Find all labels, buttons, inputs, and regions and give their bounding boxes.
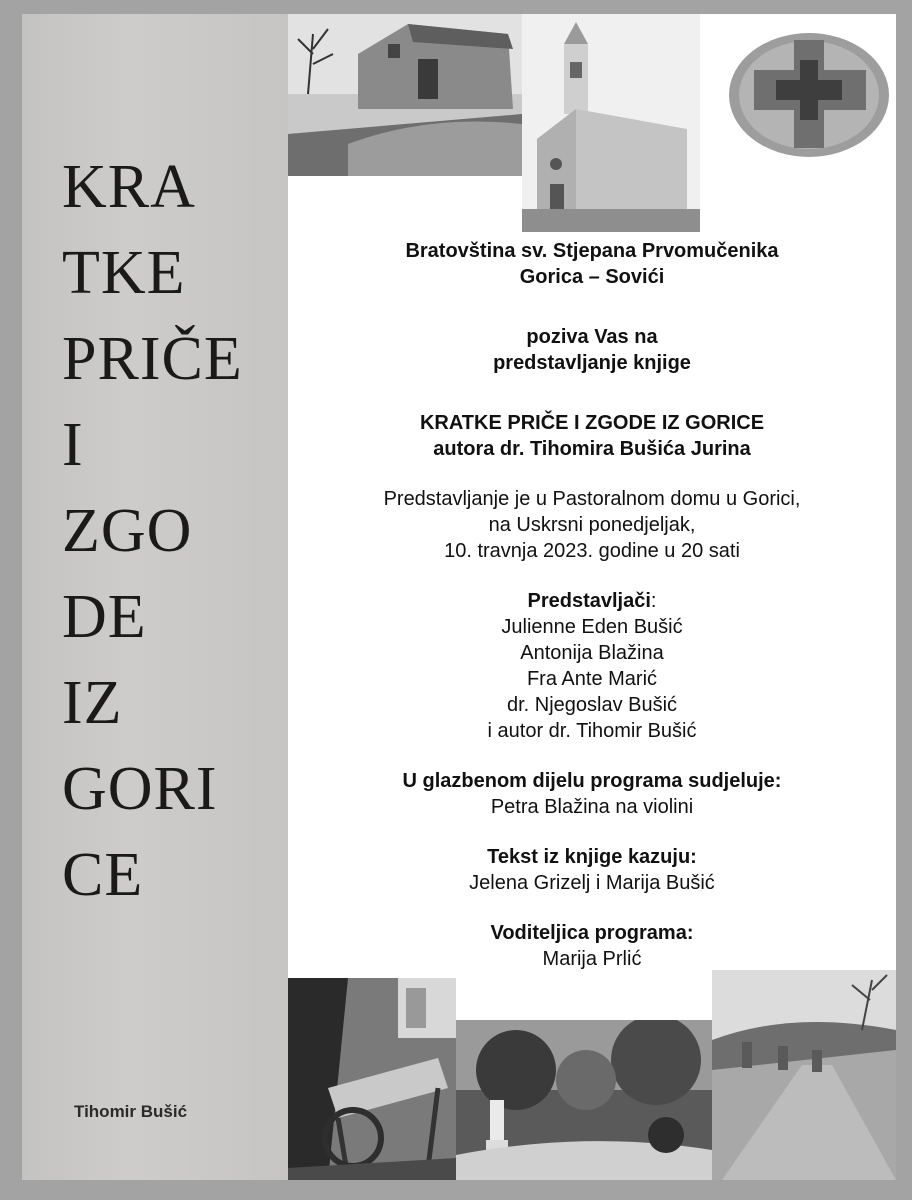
reading-names: Jelena Grizelj i Marija Bušić [469, 872, 715, 894]
host-name: Marija Prlić [542, 948, 642, 970]
reading-heading: Tekst iz knjige kazuju: [487, 846, 697, 868]
presenter-name: Antonija Blažina [520, 642, 664, 664]
presenter-name: dr. Njegoslav Bušić [506, 694, 678, 716]
cover-title-line: CE [62, 841, 144, 909]
music-heading: U glazbenom dijelu programa sudjeluje: [402, 770, 782, 792]
presenter-name: Julienne Eden Bušić [501, 616, 683, 638]
cover-title-line: I [62, 411, 84, 479]
cover-title [62, 144, 243, 918]
place-line: 10. travnja 2023. godine u 20 sati [444, 540, 740, 562]
cover-title-line: ZGO [62, 497, 193, 565]
presenters-heading-text: Predstavljači [527, 590, 651, 612]
book-cover [22, 14, 288, 1180]
place-line: Predstavljanje je u Pastoralnom domu u Gorici, [383, 488, 801, 510]
photo-church [522, 14, 700, 232]
cover-title-line: PRIČE [62, 325, 243, 393]
invite-line: predstavljanje knjige [493, 352, 691, 374]
invite-line: poziva Vas na [526, 326, 658, 348]
presenter-name: Fra Ante Marić [526, 668, 658, 690]
photo-stone-path [712, 970, 896, 1180]
book-author: autora dr. Tihomira Bušića Jurina [433, 438, 751, 460]
photo-stone-house [288, 14, 522, 176]
cover-title-line: DE [62, 583, 147, 651]
photo-garden-statue [456, 1020, 712, 1180]
presenters-heading-colon: : [650, 590, 657, 612]
cover-author: Tihomir Bušić [74, 1102, 188, 1121]
presenters-heading [288, 588, 896, 614]
cover-title-line: TKE [62, 239, 186, 307]
host-heading: Voditeljica programa: [490, 922, 694, 944]
photo-stone-cross [726, 30, 892, 160]
org-line: Bratovština sv. Stjepana Prvomučenika [405, 240, 779, 262]
cover-title-line: KRA [62, 153, 196, 221]
place-line: na Uskrsni ponedjeljak, [488, 514, 696, 536]
org-line: Gorica – Sovići [519, 266, 665, 288]
book-title: KRATKE PRIČE I ZGODE IZ GORICE [419, 412, 765, 434]
invitation-text [288, 238, 896, 972]
cover-title-line: IZ [62, 669, 123, 737]
cover-title-line: GORI [62, 755, 218, 823]
music-performer: Petra Blažina na violini [490, 796, 694, 818]
presenter-name: i autor dr. Tihomir Bušić [487, 720, 697, 742]
photo-cart [288, 978, 456, 1180]
